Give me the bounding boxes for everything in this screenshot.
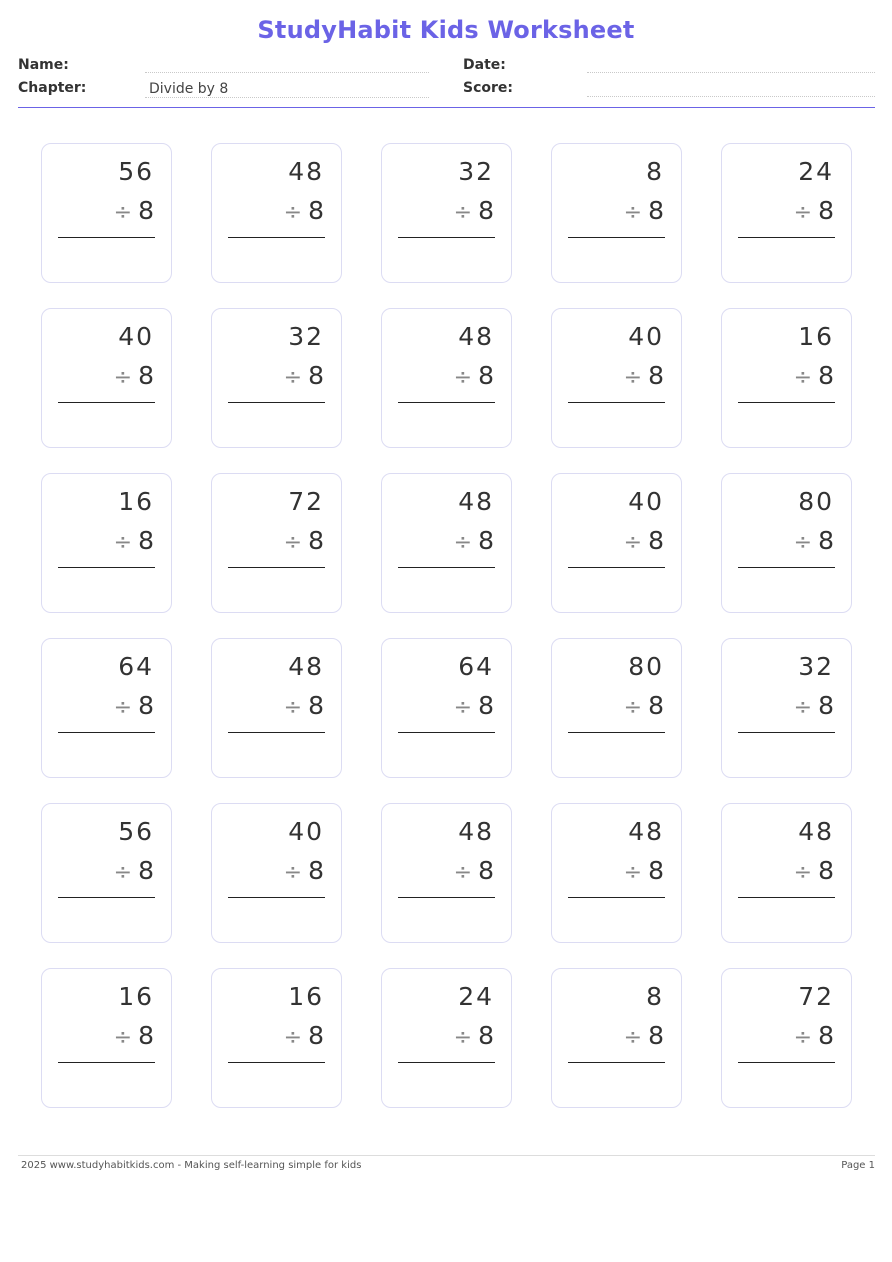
divide-operator: ÷ (623, 365, 643, 390)
divide-operator: ÷ (283, 1025, 303, 1050)
dividend: 16 (798, 322, 834, 351)
divisor-row (114, 361, 154, 390)
divisor: 8 (478, 361, 494, 390)
problem-card (381, 968, 512, 1108)
dividend: 32 (798, 652, 834, 681)
divisor: 8 (648, 856, 664, 885)
answer-line[interactable] (738, 732, 835, 733)
divide-operator: ÷ (283, 365, 303, 390)
divide-operator: ÷ (113, 530, 133, 555)
answer-line[interactable] (398, 897, 495, 898)
answer-line[interactable] (738, 402, 835, 403)
divisor-row (284, 361, 324, 390)
divisor-row (114, 1021, 154, 1050)
answer-line[interactable] (568, 1062, 665, 1063)
divisor-row (624, 1021, 664, 1050)
divide-operator: ÷ (453, 365, 473, 390)
problem-card (721, 638, 852, 778)
problem-card (41, 473, 172, 613)
dividend: 72 (798, 982, 834, 1011)
dividend: 16 (118, 982, 154, 1011)
divisor: 8 (308, 1021, 324, 1050)
divisor-row (284, 196, 324, 225)
divisor: 8 (648, 196, 664, 225)
divisor: 8 (138, 526, 154, 555)
divide-operator: ÷ (113, 200, 133, 225)
problem-card (211, 638, 342, 778)
problem-card (721, 308, 852, 448)
divisor: 8 (818, 856, 834, 885)
problem-card (381, 473, 512, 613)
footer-credit: 2025 www.studyhabitkids.com - Making self-learning simple for kids (21, 1160, 362, 1171)
divide-operator: ÷ (793, 530, 813, 555)
chapter-field-line (145, 97, 429, 98)
chapter-value: Divide by 8 (149, 81, 229, 97)
divide-operator: ÷ (113, 1025, 133, 1050)
divisor-row (454, 691, 494, 720)
divide-operator: ÷ (793, 1025, 813, 1050)
divide-operator: ÷ (453, 530, 473, 555)
problem-card (551, 308, 682, 448)
divide-operator: ÷ (453, 860, 473, 885)
problem-card (381, 143, 512, 283)
divisor-row (114, 691, 154, 720)
divisor-row (114, 196, 154, 225)
divide-operator: ÷ (793, 365, 813, 390)
answer-line[interactable] (738, 237, 835, 238)
divisor-row (454, 361, 494, 390)
divisor: 8 (308, 526, 324, 555)
dividend: 24 (798, 157, 834, 186)
dividend: 48 (458, 487, 494, 516)
divisor: 8 (648, 361, 664, 390)
divide-operator: ÷ (793, 860, 813, 885)
divisor: 8 (138, 691, 154, 720)
divisor: 8 (138, 1021, 154, 1050)
divide-operator: ÷ (283, 860, 303, 885)
answer-line[interactable] (738, 1062, 835, 1063)
problem-card (211, 143, 342, 283)
dividend: 48 (458, 817, 494, 846)
divide-operator: ÷ (113, 365, 133, 390)
answer-line[interactable] (58, 567, 155, 568)
divide-operator: ÷ (113, 860, 133, 885)
divisor-row (794, 526, 834, 555)
answer-line[interactable] (58, 402, 155, 403)
date-field[interactable] (587, 72, 875, 73)
divisor: 8 (818, 361, 834, 390)
answer-line[interactable] (398, 732, 495, 733)
divisor-row (284, 526, 324, 555)
divisor-row (454, 526, 494, 555)
dividend: 80 (628, 652, 664, 681)
answer-line[interactable] (228, 567, 325, 568)
answer-line[interactable] (398, 237, 495, 238)
divisor: 8 (478, 856, 494, 885)
dividend: 32 (458, 157, 494, 186)
divisor: 8 (308, 361, 324, 390)
divisor: 8 (478, 691, 494, 720)
divide-operator: ÷ (793, 200, 813, 225)
dividend: 56 (118, 157, 154, 186)
answer-line[interactable] (58, 732, 155, 733)
divisor: 8 (818, 196, 834, 225)
divisor: 8 (648, 691, 664, 720)
problem-card (381, 638, 512, 778)
name-label: Name: (18, 57, 69, 73)
divisor-row (794, 1021, 834, 1050)
answer-line[interactable] (568, 732, 665, 733)
problem-card (721, 143, 852, 283)
dividend: 40 (288, 817, 324, 846)
divisor: 8 (308, 691, 324, 720)
problem-card (721, 968, 852, 1108)
divisor-row (284, 1021, 324, 1050)
answer-line[interactable] (58, 237, 155, 238)
divisor: 8 (308, 196, 324, 225)
answer-line[interactable] (58, 897, 155, 898)
dividend: 8 (646, 157, 664, 186)
dividend: 48 (458, 322, 494, 351)
divisor-row (794, 361, 834, 390)
answer-line[interactable] (398, 1062, 495, 1063)
divisor-row (794, 691, 834, 720)
dividend: 16 (288, 982, 324, 1011)
divisor-row (284, 856, 324, 885)
divide-operator: ÷ (793, 695, 813, 720)
divisor: 8 (138, 856, 154, 885)
divisor: 8 (818, 526, 834, 555)
dividend: 40 (628, 487, 664, 516)
problem-card (721, 803, 852, 943)
divisor-row (794, 196, 834, 225)
answer-line[interactable] (228, 1062, 325, 1063)
divide-operator: ÷ (453, 200, 473, 225)
divisor-row (624, 856, 664, 885)
answer-line[interactable] (568, 897, 665, 898)
divisor-row (624, 361, 664, 390)
dividend: 24 (458, 982, 494, 1011)
dividend: 40 (628, 322, 664, 351)
dividend: 56 (118, 817, 154, 846)
problem-card (551, 638, 682, 778)
footer-divider (18, 1155, 875, 1156)
problem-card (381, 803, 512, 943)
divide-operator: ÷ (453, 695, 473, 720)
chapter-label: Chapter: (18, 80, 87, 96)
divisor: 8 (138, 196, 154, 225)
answer-line[interactable] (738, 897, 835, 898)
divisor-row (114, 856, 154, 885)
answer-line[interactable] (228, 732, 325, 733)
divisor: 8 (818, 691, 834, 720)
divide-operator: ÷ (623, 1025, 643, 1050)
answer-line[interactable] (398, 402, 495, 403)
problem-card (381, 308, 512, 448)
dividend: 48 (288, 652, 324, 681)
dividend: 72 (288, 487, 324, 516)
problem-card (41, 638, 172, 778)
divide-operator: ÷ (623, 200, 643, 225)
divisor: 8 (308, 856, 324, 885)
score-field[interactable] (587, 96, 875, 97)
problem-card (721, 473, 852, 613)
divide-operator: ÷ (113, 695, 133, 720)
divisor-row (454, 1021, 494, 1050)
divide-operator: ÷ (623, 695, 643, 720)
dividend: 48 (288, 157, 324, 186)
dividend: 48 (798, 817, 834, 846)
divide-operator: ÷ (623, 860, 643, 885)
problem-card (211, 473, 342, 613)
divisor-row (624, 196, 664, 225)
divisor: 8 (478, 1021, 494, 1050)
divisor-row (794, 856, 834, 885)
dividend: 64 (458, 652, 494, 681)
problem-card (41, 968, 172, 1108)
problem-card (551, 803, 682, 943)
problem-card (41, 308, 172, 448)
divisor: 8 (138, 361, 154, 390)
score-label: Score: (463, 80, 513, 96)
answer-line[interactable] (738, 567, 835, 568)
problem-card (211, 308, 342, 448)
dividend: 40 (118, 322, 154, 351)
dividend: 32 (288, 322, 324, 351)
answer-line[interactable] (398, 567, 495, 568)
answer-line[interactable] (58, 1062, 155, 1063)
problem-card (551, 968, 682, 1108)
answer-line[interactable] (568, 237, 665, 238)
page-number: Page 1 (841, 1160, 875, 1171)
problem-card (551, 473, 682, 613)
dividend: 16 (118, 487, 154, 516)
divisor: 8 (818, 1021, 834, 1050)
date-label: Date: (463, 57, 506, 73)
problem-card (211, 803, 342, 943)
divisor: 8 (478, 526, 494, 555)
dividend: 80 (798, 487, 834, 516)
answer-line[interactable] (568, 402, 665, 403)
divisor-row (454, 856, 494, 885)
answer-line[interactable] (568, 567, 665, 568)
worksheet-title: StudyHabit Kids Worksheet (257, 16, 635, 44)
header-divider (18, 107, 875, 108)
answer-line[interactable] (228, 402, 325, 403)
problem-grid (41, 143, 852, 1108)
problem-card (211, 968, 342, 1108)
dividend: 8 (646, 982, 664, 1011)
name-field[interactable] (145, 72, 429, 73)
problem-card (551, 143, 682, 283)
divisor-row (114, 526, 154, 555)
divide-operator: ÷ (283, 200, 303, 225)
divisor: 8 (648, 526, 664, 555)
divisor-row (624, 691, 664, 720)
divisor-row (454, 196, 494, 225)
problem-card (41, 803, 172, 943)
dividend: 64 (118, 652, 154, 681)
divide-operator: ÷ (623, 530, 643, 555)
divide-operator: ÷ (453, 1025, 473, 1050)
divide-operator: ÷ (283, 695, 303, 720)
divisor-row (624, 526, 664, 555)
answer-line[interactable] (228, 237, 325, 238)
answer-line[interactable] (228, 897, 325, 898)
dividend: 48 (628, 817, 664, 846)
divisor-row (284, 691, 324, 720)
divide-operator: ÷ (283, 530, 303, 555)
divisor: 8 (648, 1021, 664, 1050)
problem-card (41, 143, 172, 283)
divisor: 8 (478, 196, 494, 225)
